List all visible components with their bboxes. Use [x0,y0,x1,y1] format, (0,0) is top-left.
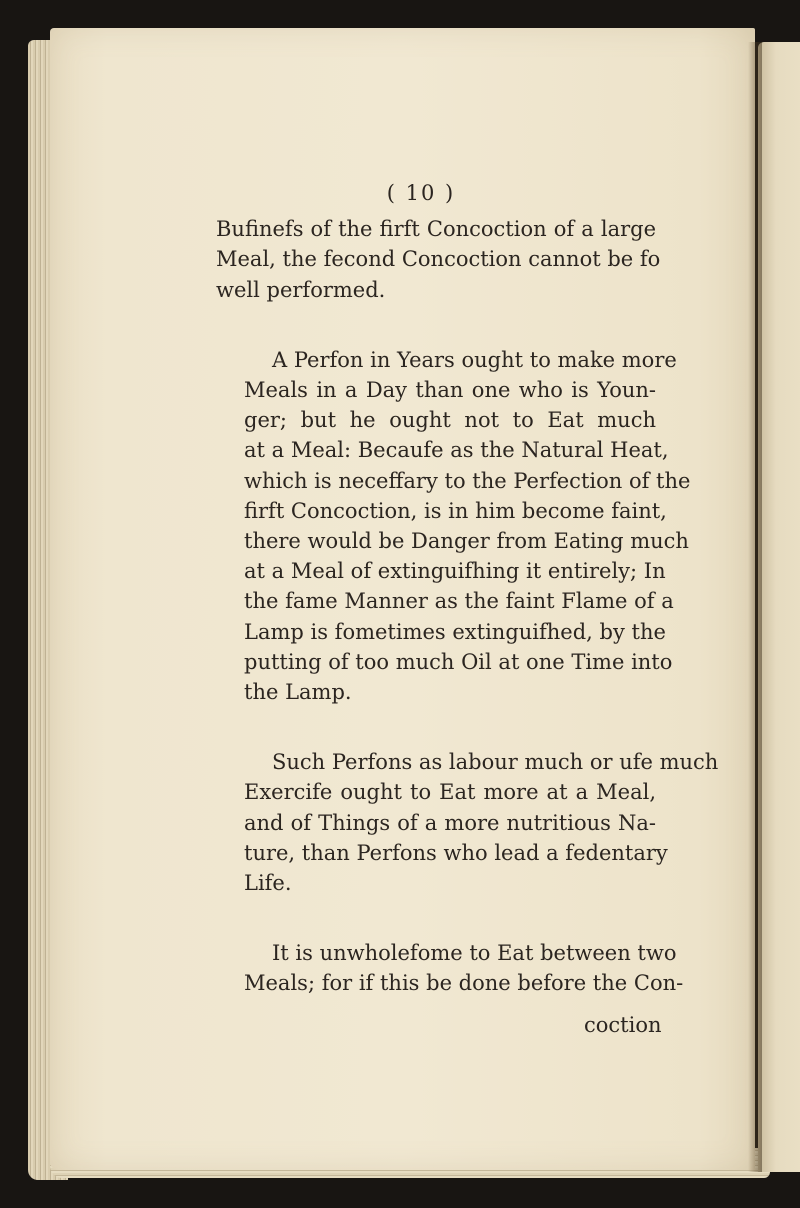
paragraph-3 [216,747,719,898]
text-line: firft Concoction, is in him become faint, [244,498,667,523]
text-line: ture, than Perfons who lead a fedentary [244,840,668,865]
facing-page-edge [758,42,800,1172]
text-line: and of Things of a more nutritious Na- [244,810,656,835]
text-line: Lamp is fometimes extinguifhed, by the [244,619,666,644]
gutter-shadow [748,42,762,1172]
catchword: coction [584,1013,662,1037]
text-line: Such Perfons as labour much or ufe much [272,750,719,775]
text-line: Bufinefs of the firft Concoction of a large [216,217,656,242]
text-line: Life. [244,871,292,896]
text-line: the Lamp. [244,680,352,705]
text-line: Exercife ought to Eat more at a Meal, [244,780,656,805]
paragraph-2 [216,345,691,707]
text-line: at a Meal: Becaufe as the Natural Heat, [244,438,669,463]
text-line: the fame Manner as the faint Flame of a [244,589,674,614]
text-line: A Perfon in Years ought to make more [272,347,677,372]
text-line: well performed. [216,277,386,302]
paragraph-1 [216,214,661,305]
text-line: It is unwholefome to Eat between two [272,941,677,966]
text-line: putting of too much Oil at one Time into [244,649,673,674]
text-line: ger; but he ought not to Eat much [244,408,656,433]
text-line: which is neceffary to the Perfection of the [244,468,691,493]
page-number: ( 10 ) [386,181,456,205]
paragraph-4 [216,938,684,998]
page-text [216,178,719,1039]
text-line: at a Meal of extinguifhing it entirely; In [244,559,666,584]
text-line: Meals; for if this be done before the Con- [244,971,684,996]
text-line: Meal, the fecond Concoction cannot be fo [216,247,661,272]
text-line: there would be Danger from Eating much [244,529,689,554]
text-line: Meals in a Day than one who is Youn- [244,378,656,403]
